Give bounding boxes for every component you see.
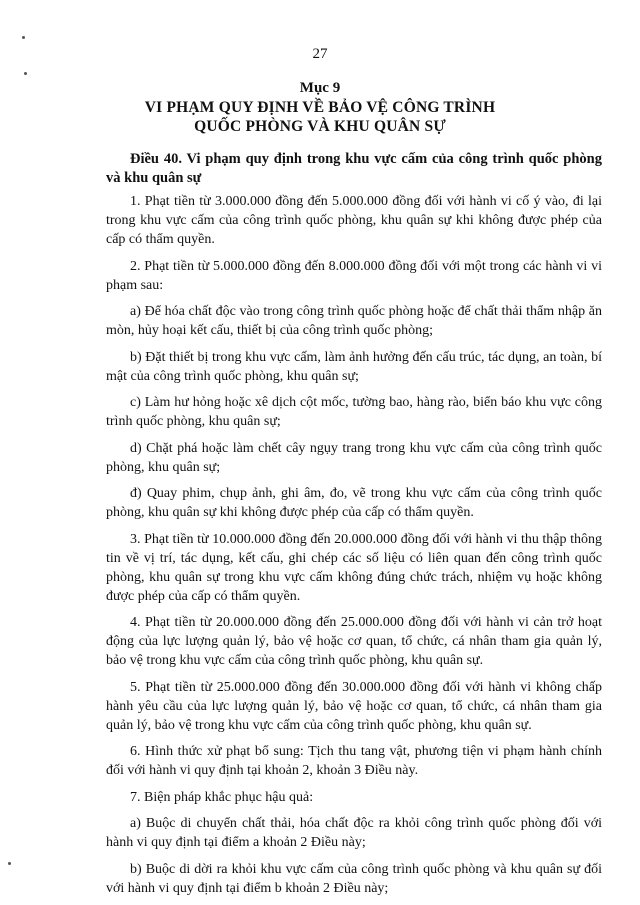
paragraph-point-b: b) Đặt thiết bị trong khu vực cấm, làm ảnh hưởng đến cấu trúc, tác dụng, an toàn, bí mật của công trình quốc phòng, khu quân sự; xyxy=(106,349,602,384)
paragraph-point-dd: đ) Quay phim, chụp ảnh, ghi âm, đo, vẽ trong khu vực cấm của công trình quốc phòng, khu quân sự khi không được phép của cấp có thẩm quyền. xyxy=(106,486,602,520)
paragraph-point-a: a) Để hóa chất độc vào trong công trình quốc phòng hoặc để chất thải thẩm nhập ăn mòn, hủy hoại kết cấu, thiết bị của công trình quốc phòng; xyxy=(106,304,602,338)
paragraph-clause-1: 1. Phạt tiền từ 3.000.000 đồng đến 5.000.000 đồng đối với hành vi cố ý vào, đi lại trong khu vực cấm của công trình quốc phòng, khu quân sự khi không được phép của cấp có thẩm quyền. xyxy=(106,194,602,247)
paragraph-point-d: d) Chặt phá hoặc làm chết cây ngụy trang trong khu vực cấm của công trình quốc phòng, khu quân sự; xyxy=(106,440,602,475)
paragraph-clause-4: 4. Phạt tiền từ 20.000.000 đồng đến 25.000.000 đồng đối với hành vi cản trở hoạt động của lực lượng quản lý, bảo vệ hoặc cơ quan, tổ chức, cá nhân tham gia quản lý, bảo vệ trong khu vực cấm của công trình quốc phòng, khu quân sự. xyxy=(106,615,602,668)
paragraph-clause-7: 7. Biện pháp khắc phục hậu quả: xyxy=(130,789,314,805)
article-body xyxy=(106,192,602,905)
scan-speck xyxy=(22,36,25,39)
article-title: Điều 40. Vi phạm quy định trong khu vực cấm của công trình quốc phòng và khu quân sự xyxy=(106,151,602,186)
page-number: 27 xyxy=(312,46,328,62)
paragraph-point-c: c) Làm hư hỏng hoặc xê dịch cột mốc, tường bao, hàng rào, biển báo khu vực công trình quốc phòng, khu quân sự; xyxy=(106,395,602,429)
paragraph-clause-6: 6. Hình thức xử phạt bổ sung: Tịch thu tang vật, phương tiện vi phạm hành chính đối với hành vi quy định tại khoản 2, khoản 3 Điều này. xyxy=(106,744,602,778)
section-title-line-2: QUỐC PHÒNG VÀ KHU QUÂN SỰ xyxy=(194,118,446,135)
paragraph-clause-2: 2. Phạt tiền từ 5.000.000 đồng đến 8.000.000 đồng đối với một trong các hành vi vi phạm sau: xyxy=(106,258,602,293)
paragraph-clause-3: 3. Phạt tiền từ 10.000.000 đồng đến 20.000.000 đồng đối với hành vi thu thập thông tin về vị trí, tác dụng, kết cấu, ghi chép các số liệu có liên quan đến công trình quốc phòng, khu quân sự trong khu vực cấm không đúng chức trách, nhiệm vụ hoặc không được phép của cấp có thẩm quyền. xyxy=(106,531,602,604)
scan-speck xyxy=(24,72,27,75)
scan-speck xyxy=(8,862,11,865)
paragraph-remedy-a: a) Buộc di chuyển chất thải, hóa chất độc ra khỏi công trình quốc phòng đối với hành vi quy định tại điểm a khoản 2 Điều này; xyxy=(106,816,602,850)
paragraph-clause-5: 5. Phạt tiền từ 25.000.000 đồng đến 30.000.000 đồng đối với hành vi không chấp hành yêu cầu của lực lượng quản lý, bảo vệ hoặc cơ quan, tổ chức, cá nhân tham gia quản lý, bảo vệ trong khu vực cấm của công trình quốc phòng, khu quân sự. xyxy=(106,679,602,733)
paragraph-remedy-b: b) Buộc di dời ra khỏi khu vực cấm của công trình quốc phòng và khu quân sự đối với hành vi quy định tại điểm b khoản 2 Điều này; xyxy=(106,861,602,896)
section-title-line-1: VI PHẠM QUY ĐỊNH VỀ BẢO VỆ CÔNG TRÌNH xyxy=(144,99,496,116)
section-label: Mục 9 xyxy=(299,80,341,96)
